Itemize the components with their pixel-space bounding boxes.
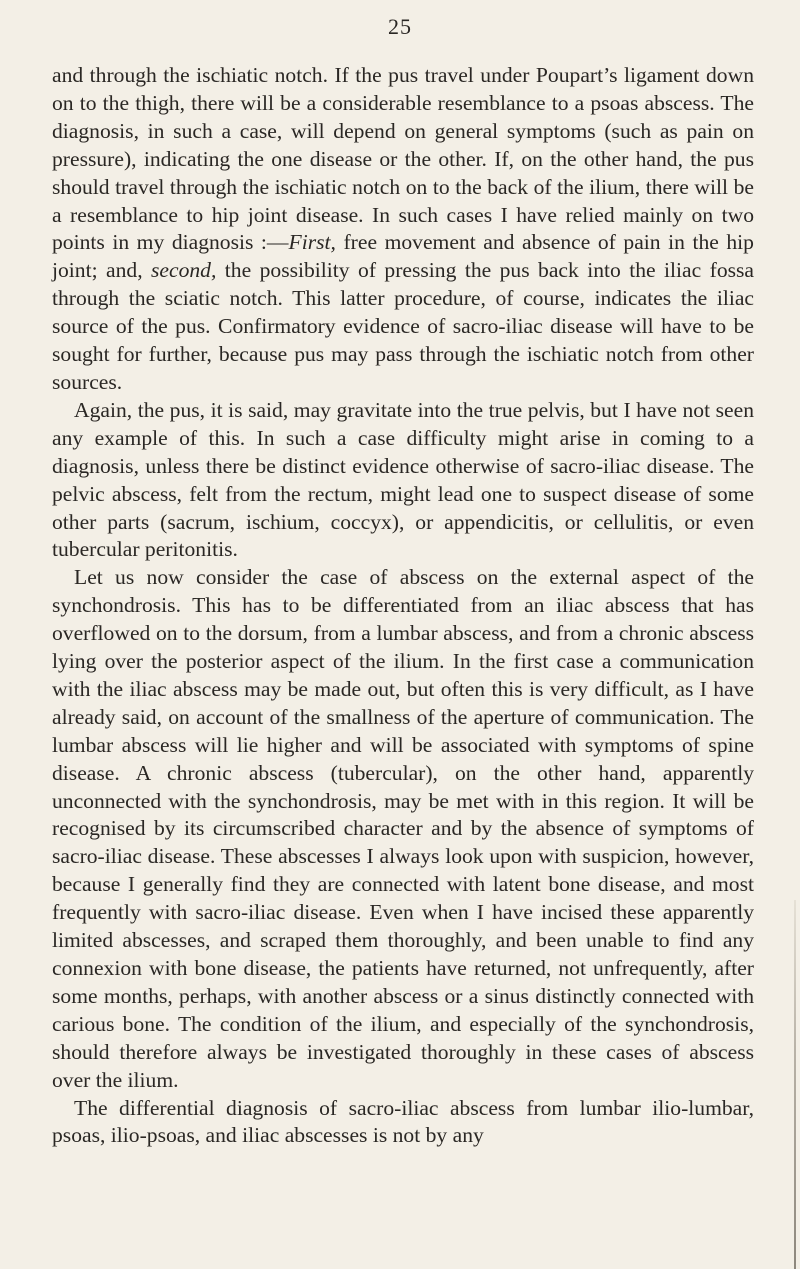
emphasis-second: second, (151, 258, 217, 283)
page-number: 25 (388, 14, 412, 39)
page-edge-shadow (794, 900, 796, 1269)
text-segment: The differential diagnosis of sacro-iliac abscess from lumbar ilio-lumbar, psoas, ilio-psoas, and iliac abscesses is not by any (52, 1095, 754, 1148)
paragraph (52, 564, 754, 1094)
text-segment: the possibility of pressing the pus back into the iliac fossa through the sciatic notch. This latter procedure, of course, indicates the iliac source of the pus. Confirmatory evidence of sacro-iliac disease will have to be sought for further, because pus may pass through the ischiatic notch from other sources. (52, 258, 755, 394)
text-segment: Let us now consider the case of abscess on the external aspect of the synchondrosis. This has to be differentiated from an iliac abscess that has overflowed on to the dorsum, from a lumbar abscess, and from a chronic abscess lying over the posterior aspect of the ilium. In the first case a communication with the iliac abscess may be made out, but often this is very difficult, as I have already said, on account of the smallness of the aperture of communication. The lumbar abscess will lie higher and will be associated with symptoms of spine disease. A chronic abscess (tubercular), on the other hand, apparently unconnected with the synchondrosis, may be met with in this region. It will be recognised by its circumscribed character and by the absence of symptoms of sacro-iliac disease. These abscesses I always look upon with suspicion, however, because I generally find they are connected with latent bone disease, and most frequently with sacro-iliac disease. Even when I have incised these apparently limited abscesses, and scraped them thoroughly, and been unable to find any connexion with bone disease, the patients have returned, not unfrequently, after some months, perhaps, with another abscess or a sinus distinctly connected with carious bone. The condition of the ilium, and especially of the synchondrosis, should therefore always be investigated thoroughly in these cases of abscess over the ilium. (52, 565, 754, 1092)
emphasis-first: First, (288, 230, 336, 255)
paragraph (52, 1095, 754, 1151)
paragraph (52, 62, 754, 397)
text-segment: Again, the pus, it is said, may gravitate into the true pelvis, but I have not seen any example of this. In such a case difficulty might arise in coming to a diagnosis, unless there be distinct evidence otherwise of sacro-iliac disease. The pelvic abscess, felt from the rectum, might lead one to suspect disease of some other parts (sacrum, ischium, coccyx), or appendicitis, or cellulitis, or even tubercular peritonitis. (52, 397, 754, 562)
text-segment: free movement and absence of pain in the hip joint; and, (52, 230, 754, 283)
text-segment: and through the ischiatic notch. If the pus travel under Poupart’s ligament down on to the thigh, there will be a considerable resemblance to a psoas abscess. The diagnosis, in such a case, will depend on general symptoms (such as pain on pressure), indicating the one disease or the other. If, on the other hand, the pus should travel through the ischiatic notch on to the back of the ilium, there will be a resemblance to hip joint disease. In such cases I have relied mainly on two points in my diagnosis :— (52, 63, 754, 255)
paragraph (52, 397, 754, 564)
